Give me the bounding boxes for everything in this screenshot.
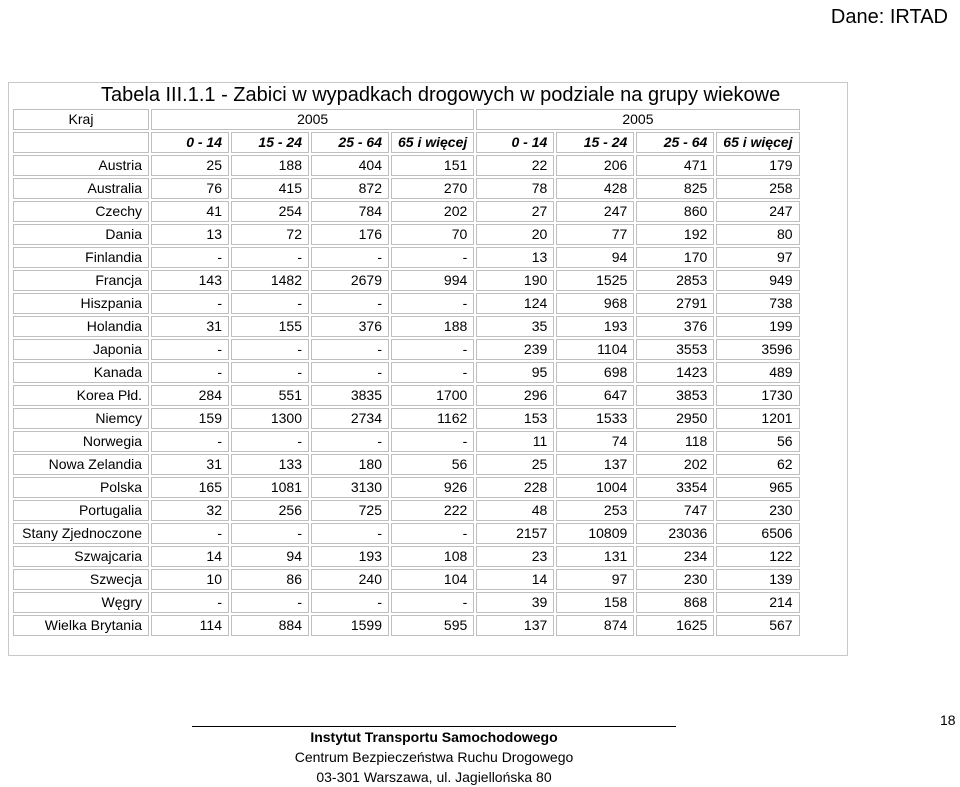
- value-cell: 2950: [636, 408, 714, 429]
- fatalities-table: [11, 107, 802, 638]
- value-cell: 94: [556, 247, 634, 268]
- value-cell: 190: [476, 270, 554, 291]
- country-cell: Australia: [13, 178, 149, 199]
- table-row: [13, 385, 800, 406]
- value-cell: 77: [556, 224, 634, 245]
- value-cell: 32: [151, 500, 229, 521]
- value-cell: 3130: [311, 477, 389, 498]
- country-column-header: Kraj: [13, 109, 149, 130]
- value-cell: 97: [556, 569, 634, 590]
- value-cell: 13: [476, 247, 554, 268]
- year-header-left: 2005: [151, 109, 474, 130]
- value-cell: -: [311, 431, 389, 452]
- value-cell: 25: [151, 155, 229, 176]
- value-cell: 2853: [636, 270, 714, 291]
- value-cell: 193: [556, 316, 634, 337]
- country-cell: Polska: [13, 477, 149, 498]
- value-cell: 35: [476, 316, 554, 337]
- value-cell: -: [231, 362, 309, 383]
- value-cell: 86: [231, 569, 309, 590]
- country-cell: Holandia: [13, 316, 149, 337]
- value-cell: 188: [231, 155, 309, 176]
- value-cell: 968: [556, 293, 634, 314]
- value-cell: 222: [391, 500, 474, 521]
- country-cell: Szwajcaria: [13, 546, 149, 567]
- value-cell: -: [391, 362, 474, 383]
- value-cell: 247: [716, 201, 799, 222]
- value-cell: 253: [556, 500, 634, 521]
- value-cell: 95: [476, 362, 554, 383]
- value-cell: 376: [636, 316, 714, 337]
- table-row: [13, 362, 800, 383]
- table-row: [13, 546, 800, 567]
- table-row: [13, 178, 800, 199]
- table-row: [13, 408, 800, 429]
- value-cell: 188: [391, 316, 474, 337]
- value-cell: 567: [716, 615, 799, 636]
- table-row: [13, 523, 800, 544]
- table-row: [13, 224, 800, 245]
- table-row: [13, 155, 800, 176]
- value-cell: 3835: [311, 385, 389, 406]
- value-cell: 72: [231, 224, 309, 245]
- value-cell: 1525: [556, 270, 634, 291]
- value-cell: 747: [636, 500, 714, 521]
- value-cell: 151: [391, 155, 474, 176]
- table-row: [13, 339, 800, 360]
- value-cell: 139: [716, 569, 799, 590]
- footer: [192, 727, 676, 787]
- value-cell: 230: [716, 500, 799, 521]
- country-cell: Korea Płd.: [13, 385, 149, 406]
- age-group-header: 15 - 24: [231, 132, 309, 153]
- value-cell: 179: [716, 155, 799, 176]
- year-header-right: 2005: [476, 109, 799, 130]
- value-cell: 595: [391, 615, 474, 636]
- value-cell: 108: [391, 546, 474, 567]
- value-cell: 3596: [716, 339, 799, 360]
- value-cell: 22: [476, 155, 554, 176]
- value-cell: -: [311, 247, 389, 268]
- value-cell: 214: [716, 592, 799, 613]
- value-cell: 725: [311, 500, 389, 521]
- country-cell: Wielka Brytania: [13, 615, 149, 636]
- value-cell: 1700: [391, 385, 474, 406]
- value-cell: 206: [556, 155, 634, 176]
- value-cell: 158: [556, 592, 634, 613]
- value-cell: 11: [476, 431, 554, 452]
- country-cell: Węgry: [13, 592, 149, 613]
- value-cell: 25: [476, 454, 554, 475]
- value-cell: -: [151, 362, 229, 383]
- value-cell: 31: [151, 454, 229, 475]
- table-row: [13, 477, 800, 498]
- table-title: Tabela III.1.1 - Zabici w wypadkach drogowych w podziale na grupy wiekowe: [101, 84, 781, 106]
- country-cell: Dania: [13, 224, 149, 245]
- value-cell: 551: [231, 385, 309, 406]
- value-cell: 27: [476, 201, 554, 222]
- value-cell: -: [151, 339, 229, 360]
- value-cell: 39: [476, 592, 554, 613]
- value-cell: 48: [476, 500, 554, 521]
- value-cell: -: [391, 592, 474, 613]
- age-group-header: 15 - 24: [556, 132, 634, 153]
- table-row: [13, 592, 800, 613]
- value-cell: 10: [151, 569, 229, 590]
- value-cell: 3354: [636, 477, 714, 498]
- footer-institute: Instytut Transportu Samochodowego: [310, 729, 558, 745]
- value-cell: 180: [311, 454, 389, 475]
- value-cell: 284: [151, 385, 229, 406]
- country-cell: Czechy: [13, 201, 149, 222]
- empty-header-cell: [13, 132, 149, 153]
- table-row: [13, 615, 800, 636]
- value-cell: -: [311, 362, 389, 383]
- value-cell: 404: [311, 155, 389, 176]
- value-cell: -: [391, 293, 474, 314]
- value-cell: 104: [391, 569, 474, 590]
- footer-address: 03-301 Warszawa, ul. Jagiellońska 80: [316, 769, 552, 785]
- value-cell: -: [391, 523, 474, 544]
- value-cell: 2791: [636, 293, 714, 314]
- value-cell: 1625: [636, 615, 714, 636]
- value-cell: 1201: [716, 408, 799, 429]
- value-cell: -: [231, 431, 309, 452]
- value-cell: 202: [636, 454, 714, 475]
- value-cell: 199: [716, 316, 799, 337]
- value-cell: 949: [716, 270, 799, 291]
- country-cell: Nowa Zelandia: [13, 454, 149, 475]
- value-cell: 1081: [231, 477, 309, 498]
- value-cell: 31: [151, 316, 229, 337]
- value-cell: 872: [311, 178, 389, 199]
- country-cell: Szwecja: [13, 569, 149, 590]
- value-cell: 3853: [636, 385, 714, 406]
- table-row: [13, 270, 800, 291]
- value-cell: -: [311, 523, 389, 544]
- value-cell: -: [151, 431, 229, 452]
- country-cell: Portugalia: [13, 500, 149, 521]
- value-cell: 825: [636, 178, 714, 199]
- table-row: [13, 454, 800, 475]
- value-cell: 76: [151, 178, 229, 199]
- value-cell: 6506: [716, 523, 799, 544]
- value-cell: 228: [476, 477, 554, 498]
- value-cell: 122: [716, 546, 799, 567]
- value-cell: 41: [151, 201, 229, 222]
- value-cell: -: [151, 592, 229, 613]
- value-cell: 165: [151, 477, 229, 498]
- country-cell: Japonia: [13, 339, 149, 360]
- country-cell: Austria: [13, 155, 149, 176]
- value-cell: 2734: [311, 408, 389, 429]
- value-cell: 137: [476, 615, 554, 636]
- value-cell: 13: [151, 224, 229, 245]
- value-cell: 270: [391, 178, 474, 199]
- value-cell: 376: [311, 316, 389, 337]
- table-row: [13, 247, 800, 268]
- value-cell: 2157: [476, 523, 554, 544]
- age-group-header: 25 - 64: [311, 132, 389, 153]
- value-cell: 170: [636, 247, 714, 268]
- value-cell: 62: [716, 454, 799, 475]
- table-row: [13, 569, 800, 590]
- value-cell: 874: [556, 615, 634, 636]
- value-cell: 118: [636, 431, 714, 452]
- value-cell: 471: [636, 155, 714, 176]
- age-group-header: 0 - 14: [476, 132, 554, 153]
- value-cell: 23: [476, 546, 554, 567]
- value-cell: 860: [636, 201, 714, 222]
- value-cell: 97: [716, 247, 799, 268]
- value-cell: 1104: [556, 339, 634, 360]
- value-cell: 1533: [556, 408, 634, 429]
- country-cell: Niemcy: [13, 408, 149, 429]
- value-cell: -: [311, 293, 389, 314]
- value-cell: 193: [311, 546, 389, 567]
- value-cell: 74: [556, 431, 634, 452]
- value-cell: 1482: [231, 270, 309, 291]
- value-cell: 10809: [556, 523, 634, 544]
- page-number: 18: [940, 712, 956, 728]
- value-cell: 78: [476, 178, 554, 199]
- value-cell: 1004: [556, 477, 634, 498]
- value-cell: 256: [231, 500, 309, 521]
- value-cell: 1730: [716, 385, 799, 406]
- value-cell: 133: [231, 454, 309, 475]
- value-cell: 784: [311, 201, 389, 222]
- value-cell: -: [231, 592, 309, 613]
- table-row: [13, 293, 800, 314]
- value-cell: 994: [391, 270, 474, 291]
- value-cell: 56: [716, 431, 799, 452]
- country-cell: Kanada: [13, 362, 149, 383]
- value-cell: 56: [391, 454, 474, 475]
- value-cell: 1300: [231, 408, 309, 429]
- value-cell: 965: [716, 477, 799, 498]
- country-cell: Norwegia: [13, 431, 149, 452]
- country-cell: Francja: [13, 270, 149, 291]
- year-header-row: [13, 109, 800, 130]
- value-cell: 202: [391, 201, 474, 222]
- age-group-header-row: [13, 132, 800, 153]
- value-cell: 247: [556, 201, 634, 222]
- table-row: [13, 316, 800, 337]
- value-cell: -: [231, 247, 309, 268]
- data-source-label: Dane: IRTAD: [830, 6, 948, 28]
- value-cell: -: [151, 293, 229, 314]
- value-cell: -: [231, 293, 309, 314]
- value-cell: 131: [556, 546, 634, 567]
- value-cell: 415: [231, 178, 309, 199]
- value-cell: 155: [231, 316, 309, 337]
- table-row: [13, 201, 800, 222]
- value-cell: 234: [636, 546, 714, 567]
- value-cell: 1162: [391, 408, 474, 429]
- value-cell: 94: [231, 546, 309, 567]
- value-cell: -: [311, 339, 389, 360]
- value-cell: 254: [231, 201, 309, 222]
- value-cell: 884: [231, 615, 309, 636]
- value-cell: 2679: [311, 270, 389, 291]
- value-cell: 239: [476, 339, 554, 360]
- country-cell: Stany Zjednoczone: [13, 523, 149, 544]
- value-cell: 124: [476, 293, 554, 314]
- value-cell: 230: [636, 569, 714, 590]
- value-cell: 137: [556, 454, 634, 475]
- table-row: [13, 500, 800, 521]
- value-cell: 14: [151, 546, 229, 567]
- value-cell: 153: [476, 408, 554, 429]
- value-cell: 14: [476, 569, 554, 590]
- value-cell: 698: [556, 362, 634, 383]
- footer-center: Centrum Bezpieczeństwa Ruchu Drogowego: [294, 749, 574, 765]
- value-cell: -: [231, 523, 309, 544]
- value-cell: 868: [636, 592, 714, 613]
- value-cell: 428: [556, 178, 634, 199]
- value-cell: 3553: [636, 339, 714, 360]
- age-group-header: 25 - 64: [636, 132, 714, 153]
- value-cell: 1599: [311, 615, 389, 636]
- value-cell: 1423: [636, 362, 714, 383]
- value-cell: 738: [716, 293, 799, 314]
- value-cell: 143: [151, 270, 229, 291]
- value-cell: 489: [716, 362, 799, 383]
- value-cell: -: [391, 339, 474, 360]
- age-group-header: 0 - 14: [151, 132, 229, 153]
- value-cell: -: [151, 247, 229, 268]
- value-cell: 70: [391, 224, 474, 245]
- value-cell: 176: [311, 224, 389, 245]
- age-group-header: 65 i więcej: [716, 132, 799, 153]
- value-cell: 20: [476, 224, 554, 245]
- country-cell: Hiszpania: [13, 293, 149, 314]
- value-cell: -: [391, 431, 474, 452]
- value-cell: 23036: [636, 523, 714, 544]
- value-cell: 114: [151, 615, 229, 636]
- value-cell: 240: [311, 569, 389, 590]
- table-row: [13, 431, 800, 452]
- value-cell: 80: [716, 224, 799, 245]
- value-cell: -: [151, 523, 229, 544]
- value-cell: 192: [636, 224, 714, 245]
- value-cell: 296: [476, 385, 554, 406]
- country-cell: Finlandia: [13, 247, 149, 268]
- age-group-header: 65 i więcej: [391, 132, 474, 153]
- value-cell: 159: [151, 408, 229, 429]
- value-cell: -: [391, 247, 474, 268]
- value-cell: 258: [716, 178, 799, 199]
- value-cell: -: [231, 339, 309, 360]
- value-cell: 926: [391, 477, 474, 498]
- value-cell: 647: [556, 385, 634, 406]
- value-cell: -: [311, 592, 389, 613]
